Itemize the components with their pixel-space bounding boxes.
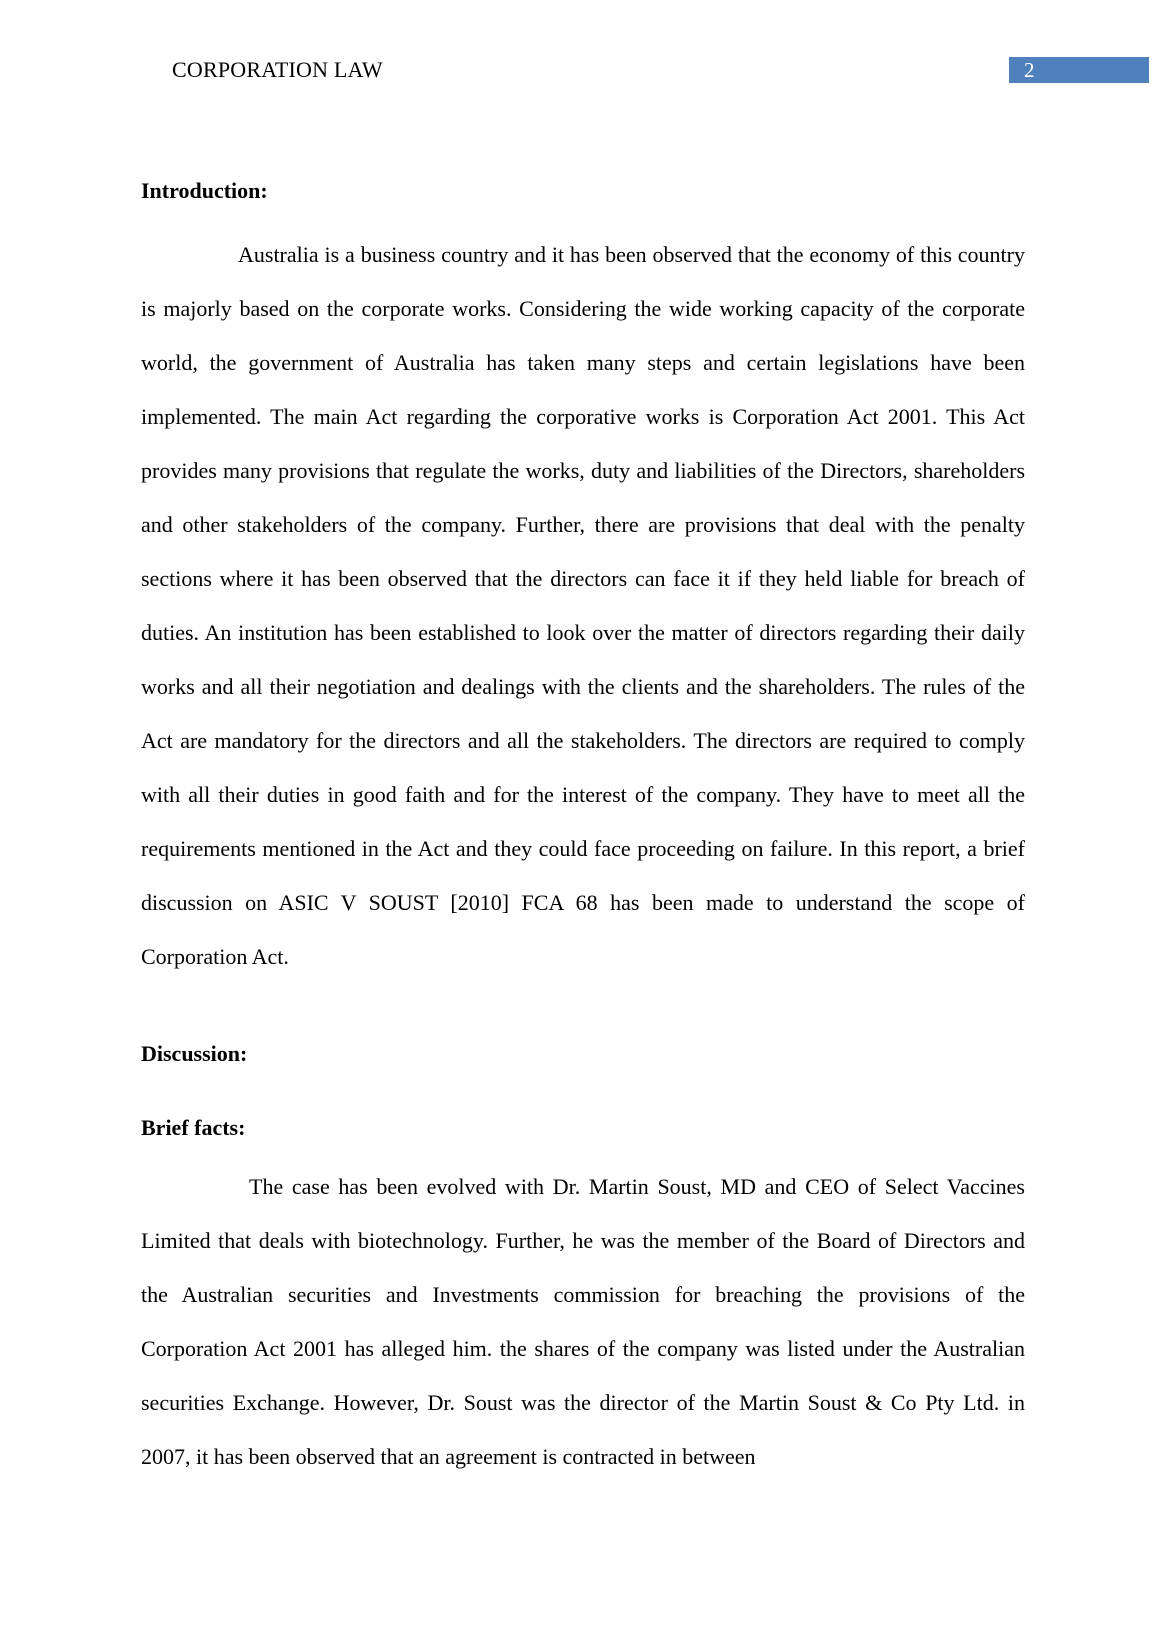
brief-facts-heading: Brief facts: xyxy=(141,1115,246,1140)
brief-facts-paragraph: The case has been evolved with Dr. Martin Soust, MD and CEO of Select Vaccines Limited that deals with biotechnology. Further, he was the member of the Board of Directors and the Australian securities and Investments commission for breaching the provisions of the Corporation Act 2001 has alleged him. the shares of the company was listed under the Australian securities Exchange. However, Dr. Soust was the director of the Martin Soust & Co Pty Ltd. in 2007, it has been observed that an agreement is contracted in between xyxy=(141,1174,1025,1469)
introduction-heading: Introduction: xyxy=(141,178,268,203)
discussion-heading: Discussion: xyxy=(141,1041,248,1066)
introduction-paragraph: Australia is a business country and it has been observed that the economy of this country is majorly based on the corporate works. Considering the wide working capacity of the corporate world, the government of Australia has taken many steps and certain legislations have been implemented. The main Act regarding the corporative works is Corporation Act 2001. This Act provides many provisions that regulate the works, duty and liabilities of the Directors, shareholders and other stakeholders of the company. Further, there are provisions that deal with the penalty sections where it has been observed that the directors can face it if they held liable for breach of duties. An institution has been established to look over the matter of directors regarding their daily works and all their negotiation and dealings with the clients and the shareholders. The rules of the Act are mandatory for the directors and all the stakeholders. The directors are required to comply with all their duties in good faith and for the interest of the company. They have to meet all the requirements mentioned in the Act and they could face proceeding on failure. In this report, a brief discussion on ASIC V SOUST [2010] FCA 68 has been made to understand the scope of Corporation Act. xyxy=(141,242,1025,969)
page-number: 2 xyxy=(1024,58,1035,82)
running-header-title: CORPORATION LAW xyxy=(172,57,383,82)
page-number-box xyxy=(1009,57,1149,83)
